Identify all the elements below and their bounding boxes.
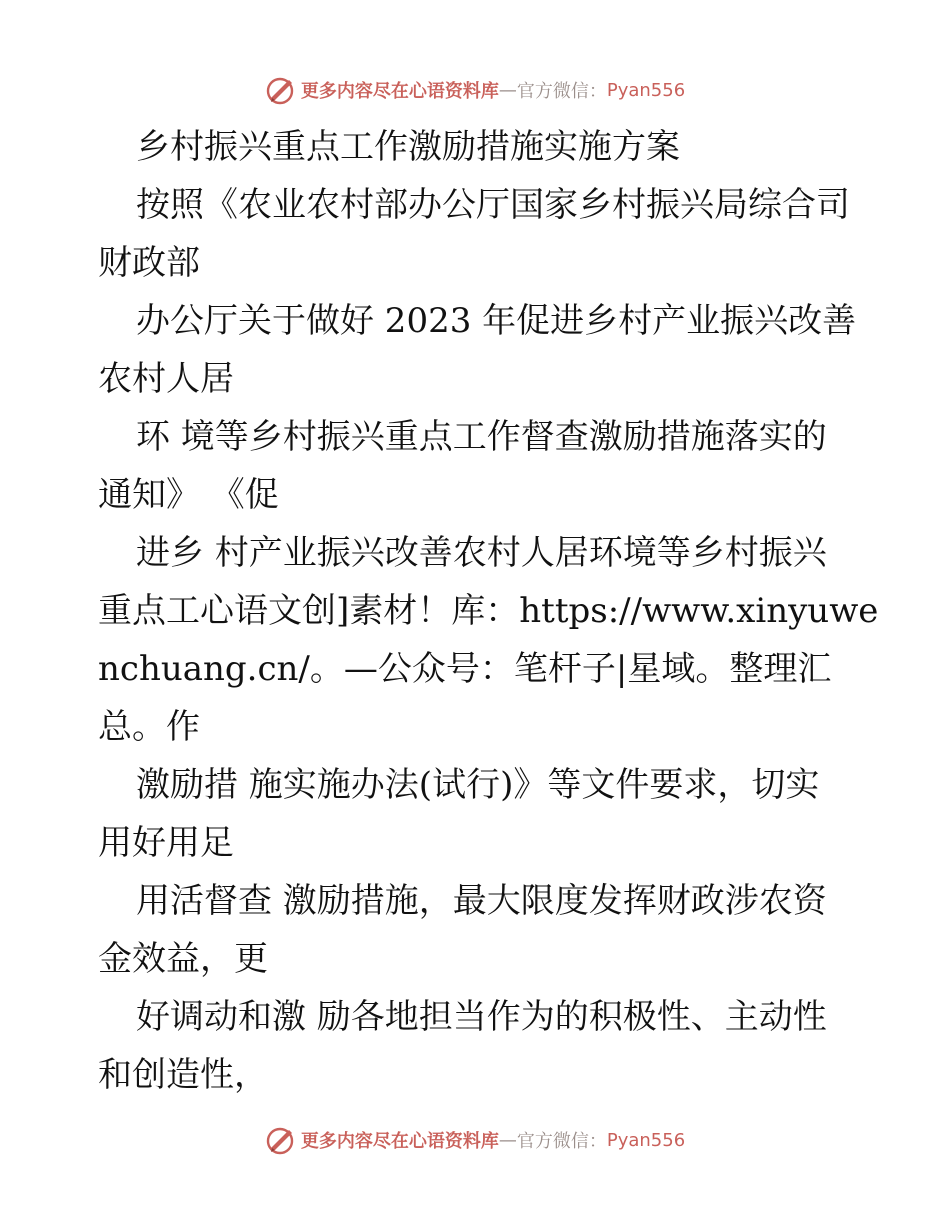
text-line: 好调动和激 励各地担当作为的积极性、主动性	[136, 997, 827, 1037]
text-line: 按照《农业农村部办公厅国家乡村振兴局综合司	[136, 185, 850, 225]
text-line: 通知》 《促	[98, 475, 279, 515]
text-line: 总。作	[98, 707, 200, 747]
text-line: 办公厅关于做好 2023 年促进乡村产业振兴改善	[136, 301, 857, 341]
banner-wechat-label: 官方微信：	[516, 1131, 607, 1152]
banner-main-text: 更多内容尽在心语资料库	[300, 1131, 499, 1152]
text-line: 金效益，更	[98, 939, 268, 979]
text-line: 财政部	[98, 243, 200, 283]
text-line: 重点工心语文创]素材！库：https://www.xinyuwe	[98, 591, 879, 631]
text-line: 环 境等乡村振兴重点工作督查激励措施落实的	[136, 417, 827, 457]
banner-wechat-id: Pyan556	[606, 79, 686, 101]
document-body	[98, 118, 879, 1104]
text-line: 用活督查 激励措施，最大限度发挥财政涉农资	[136, 881, 827, 921]
quill-pen-logo-icon	[265, 1124, 297, 1156]
text-line: 用好用足	[98, 823, 234, 863]
text-line: 乡村振兴重点工作激励措施实施方案	[136, 127, 680, 167]
text-line: 激励措 施实施办法(试行)》等文件要求，切实	[136, 765, 820, 805]
banner-main-text: 更多内容尽在心语资料库	[300, 81, 499, 102]
text-line: 和创造性，	[98, 1055, 268, 1095]
text-line: 农村人居	[98, 359, 234, 399]
banner-wechat-id: Pyan556	[606, 1129, 686, 1151]
text-line: 进乡 村产业振兴改善农村人居环境等乡村振兴	[136, 533, 827, 573]
footer-banner	[0, 1120, 950, 1160]
banner-wechat-label: 官方微信：	[516, 81, 607, 102]
text-line: nchuang.cn/。—公众号：笔杆子|星域。整理汇	[98, 649, 832, 689]
quill-pen-logo-icon	[265, 74, 297, 106]
header-banner	[0, 70, 950, 110]
banner-separator: —	[498, 1129, 517, 1151]
banner-separator: —	[498, 79, 517, 101]
